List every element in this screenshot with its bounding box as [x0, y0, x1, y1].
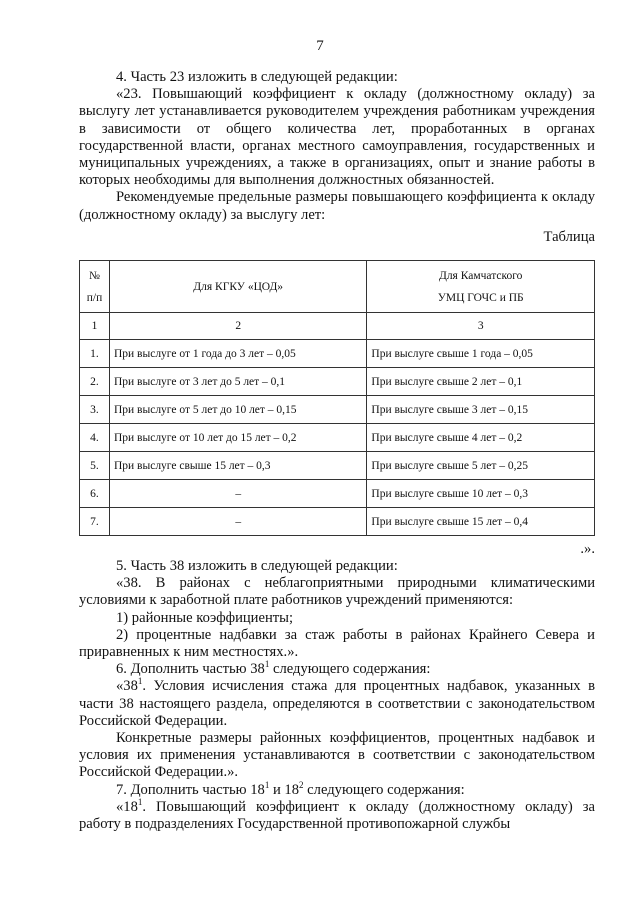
- section-4-paragraph-2: Рекомендуемые предельные размеры повышающего коэффициента к окладу (должностному окладу) за выслугу лет:: [79, 189, 595, 223]
- cod-value-cell: –: [109, 480, 366, 508]
- row-number-cell: 4.: [80, 424, 110, 452]
- section-6-paragraph-1: [79, 678, 595, 730]
- header-cod-cell: Для КГКУ «ЦОД»: [109, 261, 366, 313]
- section-6-paragraph-2: Конкретные размеры районных коэффициентов, процентных надбавок и условия их применения устанавливаются в соответствии с законодательством Российской Федерации.».: [79, 730, 595, 781]
- section-6-heading: [79, 661, 595, 678]
- section-5-item-1: 1) районные коэффициенты;: [116, 609, 294, 626]
- table-row: [80, 424, 595, 452]
- column-number-cell: 3: [367, 313, 595, 340]
- table-row: [80, 368, 595, 396]
- section-7-heading-text-end: следующего содержания:: [303, 781, 465, 798]
- row-number-cell: 7.: [80, 508, 110, 536]
- cod-value-cell: При выслуге свыше 15 лет – 0,3: [109, 452, 366, 480]
- table-caption: Таблица: [543, 229, 595, 245]
- row-number-cell: 5.: [80, 452, 110, 480]
- umc-value-cell: При выслуге свыше 4 лет – 0,2: [367, 424, 595, 452]
- header-number-cell: [80, 261, 110, 313]
- header-umc-cell: [367, 261, 595, 313]
- row-number-cell: 3.: [80, 396, 110, 424]
- section-7-heading-text: 7. Дополнить частью 18: [116, 781, 265, 798]
- header-number-abbr: п/п: [86, 291, 103, 304]
- table-row: [80, 480, 595, 508]
- section-5-heading: 5. Часть 38 изложить в следующей редакции:: [116, 558, 398, 574]
- superscript: 1: [264, 779, 270, 790]
- row-number-cell: 6.: [80, 480, 110, 508]
- superscript: 1: [264, 659, 270, 670]
- section-6-heading-text: 6. Дополнить частью 38: [116, 661, 265, 678]
- umc-value-cell: При выслуге свыше 2 лет – 0,1: [367, 368, 595, 396]
- row-number-cell: 1.: [80, 340, 110, 368]
- table-row: [80, 396, 595, 424]
- section-7-heading: [79, 779, 595, 799]
- clause-text: . Повышающий коэффициент к окладу (должностному окладу) за работу в подразделениях Государственной противопожарной службы: [79, 798, 595, 833]
- superscript: 1: [137, 796, 143, 807]
- page-number: 7: [316, 38, 324, 54]
- cod-value-cell: При выслуге от 3 лет до 5 лет – 0,1: [109, 368, 366, 396]
- section-4-paragraph-1: «23. Повышающий коэффициент к окладу (должностному окладу) за выслугу лет устанавливается руководителем учреждения работникам учреждения в зависимости от общего количества лет, проработанных в органах государственной власти, органах местного самоуправления, государственных и муниципальных учреждениях, а также в организациях, опыт и знание работы в которых необходимы для выполнения должностных обязанностей.: [79, 86, 595, 189]
- header-umc-line-1: Для Камчатского: [438, 269, 523, 282]
- table-row: [80, 340, 595, 368]
- cod-value-cell: При выслуге от 10 лет до 15 лет – 0,2: [109, 424, 366, 452]
- umc-value-cell: При выслуге свыше 15 лет – 0,4: [367, 508, 595, 536]
- header-umc-line-2: УМЦ ГОЧС и ПБ: [437, 291, 524, 304]
- superscript: 2: [299, 779, 304, 790]
- section-5-paragraph: «38. В районах с неблагоприятными природными климатическими условиями к заработной плате работников учреждений применяются:: [79, 575, 595, 609]
- umc-value-cell: При выслуге свыше 5 лет – 0,25: [367, 452, 595, 480]
- table-row: [80, 452, 595, 480]
- section-6-heading-text-end: следующего содержания:: [269, 661, 431, 678]
- cod-value-cell: При выслуге от 5 лет до 10 лет – 0,15: [109, 396, 366, 424]
- column-number-cell: 1: [80, 313, 110, 340]
- cod-value-cell: При выслуге от 1 года до 3 лет – 0,05: [109, 340, 366, 368]
- clause-text: . Условия исчисления стажа для процентных надбавок, указанных в части 38 настоящего раздела, определяются в соответствии с законодательством Российской Федерации.: [79, 678, 595, 729]
- clause-number: «18: [116, 798, 138, 815]
- section-7-heading-text-mid: и 18: [269, 781, 300, 798]
- header-number-symbol: №: [88, 269, 100, 282]
- clause-number: «38: [116, 678, 138, 695]
- section-7-paragraph-1: [79, 796, 595, 833]
- cod-value-cell: –: [109, 508, 366, 536]
- umc-value-cell: При выслуге свыше 1 года – 0,05: [367, 340, 595, 368]
- sections-5-7-text: [79, 558, 595, 833]
- table-closing-quote: .».: [580, 541, 595, 557]
- superscript: 1: [137, 676, 143, 687]
- column-number-row: [80, 313, 595, 340]
- umc-value-cell: При выслуге свыше 10 лет – 0,3: [367, 480, 595, 508]
- row-number-cell: 2.: [80, 368, 110, 396]
- column-number-cell: 2: [109, 313, 366, 340]
- section-4-text: [79, 69, 595, 224]
- section-5-item-2: 2) процентные надбавки за стаж работы в районах Крайнего Севера и приравненных к ним местностях.».: [79, 626, 595, 661]
- umc-value-cell: При выслуге свыше 3 лет – 0,15: [367, 396, 595, 424]
- section-4-heading: 4. Часть 23 изложить в следующей редакции:: [116, 69, 398, 85]
- table-row: [80, 508, 595, 536]
- table-header-row: [80, 261, 595, 313]
- seniority-coefficient-table: [79, 260, 595, 536]
